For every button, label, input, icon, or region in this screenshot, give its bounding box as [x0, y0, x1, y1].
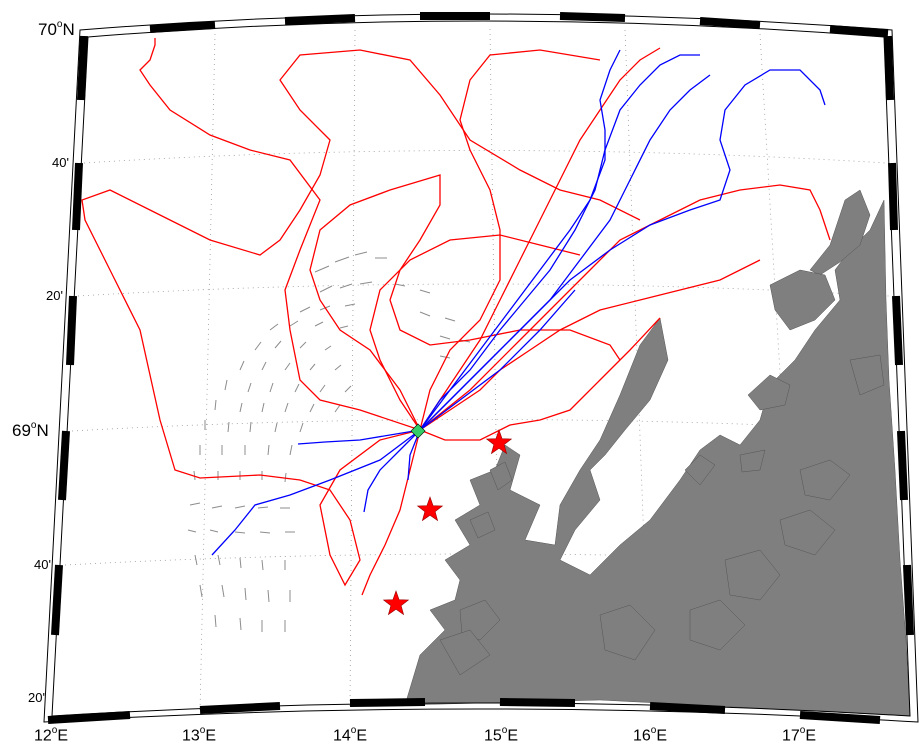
longitude-label-12e: 12$^o$E	[34, 725, 69, 745]
longitude-label-17e: 17$^o$E	[782, 725, 817, 745]
latitude-label-70n: 70$^o$N	[38, 19, 75, 39]
latitude-label-69-20: 20'	[46, 288, 63, 303]
latitude-label-68-20: 20'	[28, 690, 45, 705]
longitude-label-15e: 15$^o$E	[484, 725, 519, 745]
longitude-label-16e: 16$^o$E	[633, 725, 668, 745]
longitude-label-14e: 14$^o$E	[333, 725, 368, 745]
latitude-label-68-40: 40'	[34, 557, 51, 572]
latitude-label-69-40: 40'	[52, 155, 69, 170]
longitude-label-13e: 13$^o$E	[182, 725, 217, 745]
latitude-label-69n: 69$^o$N	[12, 420, 49, 440]
